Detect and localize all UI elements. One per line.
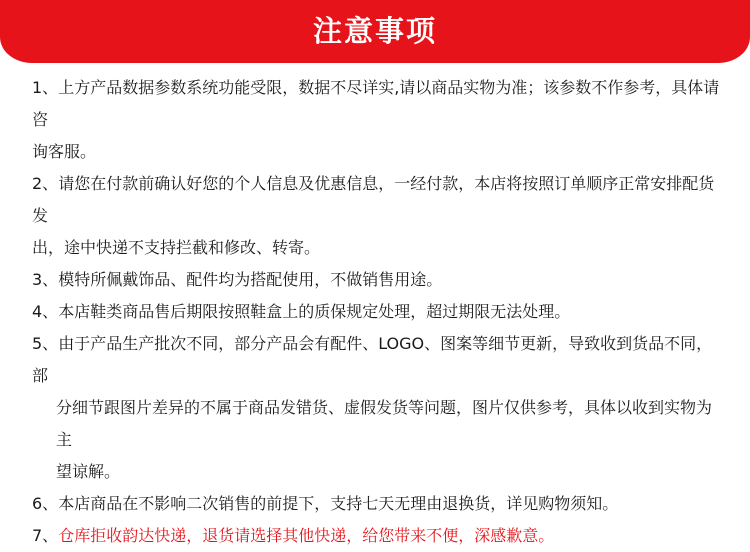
notice-number: 6、 <box>32 494 59 513</box>
notice-number: 2、 <box>32 174 59 193</box>
notice-number: 4、 <box>32 302 59 321</box>
notice-number: 1、 <box>32 78 59 97</box>
notice-item-7 <box>32 520 722 552</box>
notice-text: 本店商品在不影响二次销售的前提下，支持七天无理由退换货，详见购物须知。 <box>58 494 619 513</box>
notice-text-continued: 出，途中快递不支持拦截和修改、转寄。 <box>32 238 321 257</box>
notice-item-2 <box>32 168 722 264</box>
notice-text: 请您在付款前确认好您的个人信息及优惠信息，一经付款，本店将按照订单顺序正常安排配货发 <box>32 174 715 225</box>
notice-text: 本店鞋类商品售后期限按照鞋盒上的质保规定处理，超过期限无法处理。 <box>58 302 571 321</box>
notice-item-3 <box>32 264 722 296</box>
notice-number: 7、 <box>32 526 59 545</box>
notice-list <box>32 72 722 552</box>
notice-text: 由于产品生产批次不同，部分产品会有配件、LOGO、图案等细节更新，导致收到货品不同，部 <box>32 334 713 385</box>
page-title: 注意事项 <box>312 14 437 48</box>
notice-item-6 <box>32 488 722 520</box>
notice-text-alert: 仓库拒收韵达快递，退货请选择其他快递，给您带来不便，深感歉意。 <box>58 526 555 545</box>
notice-number: 3、 <box>32 270 59 289</box>
notice-text: 模特所佩戴饰品、配件均为搭配使用，不做销售用途。 <box>58 270 443 289</box>
notice-text-continued: 望谅解。 <box>56 462 121 481</box>
notice-item-1 <box>32 72 722 168</box>
notice-text-continued: 分细节跟图片差异的不属于商品发错货、虚假发货等问题，图片仅供参考，具体以收到实物为主 <box>56 398 713 449</box>
notice-number: 5、 <box>32 334 59 353</box>
notice-text: 上方产品数据参数系统功能受限，数据不尽详实,请以商品实物为准；该参数不作参考，具体请咨 <box>32 78 720 129</box>
notice-item-5 <box>32 328 722 488</box>
notice-text-continued: 询客服。 <box>32 142 97 161</box>
notice-item-4 <box>32 296 722 328</box>
